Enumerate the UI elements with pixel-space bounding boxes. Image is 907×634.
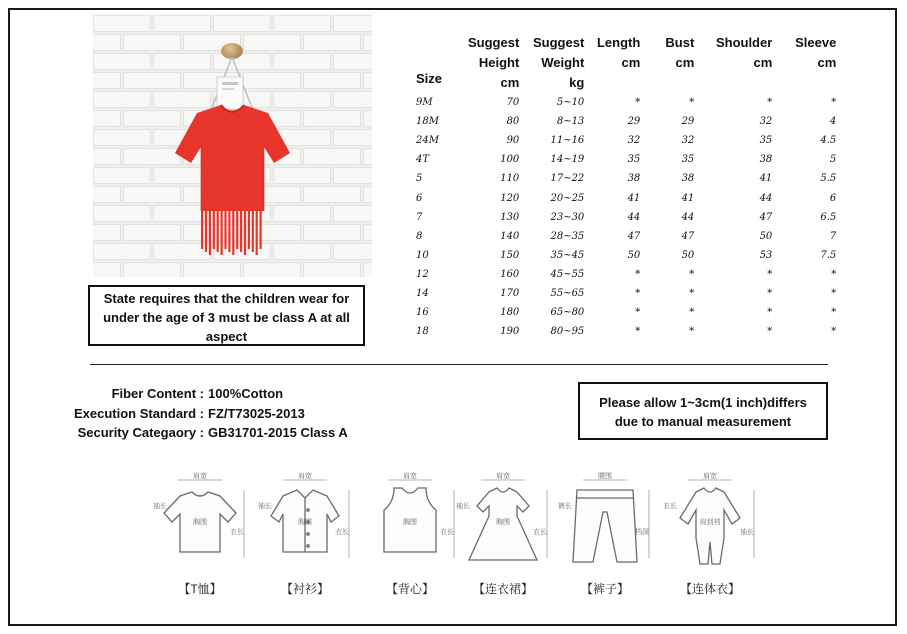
cell-bust: 32	[681, 135, 695, 147]
cell-sleeve: 5.5	[820, 173, 837, 185]
fringe-tassel	[213, 209, 215, 249]
cell-shoulder: 32	[759, 116, 773, 128]
measure-label-right: 衣长	[335, 528, 349, 536]
cell-sleeve: 4	[829, 116, 837, 128]
table-row	[410, 188, 836, 207]
measure-label-top: 肩宽	[298, 472, 312, 480]
cell-length: 38	[627, 173, 641, 185]
diagram-caption: 【衬衫】	[280, 582, 329, 596]
cell-sleeve: 5	[829, 154, 837, 166]
diagram-caption: 【裤子】	[580, 582, 629, 596]
age-requirement-notice	[88, 285, 365, 346]
cell-sleeve: *	[831, 307, 837, 319]
cell-bust: 35	[681, 154, 695, 166]
cell-shoulder: *	[767, 97, 773, 109]
table-row	[410, 169, 836, 188]
measure-label-right: 衣长	[440, 528, 454, 536]
cell-bust: 41	[681, 192, 695, 204]
cell-shoulder: 50	[759, 230, 773, 242]
cell-weight: 8~13	[556, 116, 585, 128]
fringe-tassel	[209, 209, 211, 255]
diagram-caption: 【T恤】	[178, 582, 222, 596]
cell-weight: 17~22	[550, 173, 585, 185]
cell-bust: *	[689, 287, 695, 299]
fringe-tassel	[260, 209, 262, 249]
shirt-diagram-icon	[255, 468, 355, 576]
fringe-tassel	[236, 209, 238, 249]
garment-diagram	[660, 468, 760, 598]
cell-weight: 11~16	[550, 135, 585, 147]
cell-height: 110	[500, 173, 520, 185]
cell-size: 18	[416, 326, 429, 338]
cell-bust: *	[689, 268, 695, 280]
cell-weight: 28~35	[550, 230, 585, 242]
fringe-tassel	[205, 209, 207, 252]
fringe-tassel	[232, 209, 234, 255]
cell-size: 8	[416, 230, 423, 242]
measure-label-left: 衣长	[663, 502, 677, 510]
table-row	[410, 112, 836, 131]
header-length: Length cm	[596, 35, 641, 70]
cell-shoulder: 44	[759, 192, 773, 204]
measurement-diagrams	[150, 468, 780, 598]
measure-label-mid: 肩到裆	[699, 518, 721, 526]
hanging-tshirt-image	[93, 15, 372, 277]
measure-label-left: 袖长	[456, 502, 470, 510]
cell-height: 150	[500, 249, 520, 261]
romper-diagram-icon	[660, 468, 760, 576]
cell-height: 160	[500, 268, 520, 280]
cell-size: 24M	[416, 135, 439, 147]
table-header-row	[410, 33, 836, 93]
cell-weight: 5~10	[556, 97, 585, 109]
spec-value: 100%Cotton	[208, 386, 284, 401]
header-weight: Suggest Weight kg	[533, 35, 585, 90]
cell-shoulder: *	[767, 307, 773, 319]
product-photo	[93, 15, 372, 277]
allowance-line: Please allow 1~3cm(1 inch)differs	[599, 395, 807, 410]
cell-size: 14	[416, 287, 429, 299]
cell-sleeve: 6	[829, 192, 837, 204]
garment-diagram	[555, 468, 655, 598]
cell-size: 9M	[416, 97, 433, 109]
measure-label-top: 肩宽	[703, 472, 717, 480]
table-row	[410, 150, 836, 169]
table-row	[410, 303, 836, 322]
cell-sleeve: 7.5	[820, 249, 837, 261]
cell-length: 47	[627, 230, 641, 242]
cell-size: 5	[416, 173, 423, 185]
fringe-tassel	[252, 209, 254, 252]
size-chart-body	[410, 93, 836, 341]
cell-height: 90	[506, 135, 520, 147]
header-shoulder: Shoulder cm	[715, 35, 773, 70]
fringe-tassel	[201, 209, 203, 249]
fringe-tassel	[217, 209, 219, 252]
measure-label-right: 衣长	[533, 528, 547, 536]
cell-bust: 44	[681, 211, 695, 223]
measure-label-mid: 胸围	[403, 518, 417, 526]
cell-sleeve: *	[831, 97, 837, 109]
fringe-tassel	[224, 209, 226, 249]
garment-diagram	[453, 468, 553, 598]
cell-shoulder: 47	[759, 211, 773, 223]
cell-weight: 65~80	[550, 307, 585, 319]
table-row	[410, 284, 836, 303]
fringe-tassel	[228, 209, 230, 252]
table-row	[410, 265, 836, 284]
measure-label-mid: 胸围	[298, 518, 312, 526]
cell-shoulder: 41	[759, 173, 773, 185]
fringe-tassel	[248, 209, 250, 249]
cell-bust: 29	[681, 116, 695, 128]
table-row	[410, 208, 836, 227]
notice-line: State requires that the children wear for	[103, 291, 350, 306]
cell-size: 7	[416, 211, 423, 223]
cell-weight: 55~65	[550, 287, 585, 299]
cell-weight: 14~19	[550, 154, 585, 166]
section-divider	[90, 364, 828, 365]
cell-size: 6	[416, 192, 423, 204]
size-chart-table	[410, 33, 836, 341]
header-bust: Bust cm	[665, 35, 695, 70]
cell-sleeve: 6.5	[820, 211, 837, 223]
fringe-tassels	[201, 209, 262, 255]
notice-line: aspect	[205, 329, 248, 344]
spec-key: Security Categaory :	[77, 425, 204, 440]
cell-height: 130	[500, 211, 520, 223]
cell-length: *	[635, 326, 641, 338]
cell-length: *	[635, 268, 641, 280]
cell-bust: *	[689, 97, 695, 109]
fringe-tassel	[240, 209, 242, 252]
measure-label-top: 肩宽	[496, 472, 510, 480]
fringe-tassel	[256, 209, 258, 255]
measure-label-right: 档深	[635, 528, 649, 536]
header-sleeve: Sleeve cm	[795, 35, 837, 70]
cell-size: 4T	[416, 154, 430, 166]
tshirt-diagram-icon	[150, 468, 250, 576]
cell-bust: 38	[681, 173, 695, 185]
diagram-caption: 【背心】	[385, 582, 434, 596]
cell-size: 18M	[416, 116, 439, 128]
measurement-allowance-notice	[578, 382, 828, 440]
cell-length: 32	[627, 135, 641, 147]
fringe-tassel	[221, 209, 223, 255]
cell-shoulder: 53	[759, 249, 773, 261]
cell-height: 140	[500, 230, 520, 242]
measure-label-left: 裤长	[558, 502, 572, 510]
spec-security-category	[40, 423, 348, 443]
measure-label-top: 肩宽	[193, 472, 207, 480]
cell-bust: 50	[681, 249, 695, 261]
cell-height: 120	[500, 192, 520, 204]
header-size: Size	[416, 71, 443, 86]
dress-diagram-icon	[453, 468, 553, 576]
cell-shoulder: 35	[759, 135, 773, 147]
notice-line: under the age of 3 must be class A at all	[103, 310, 350, 325]
cell-length: 44	[627, 211, 641, 223]
cell-height: 70	[506, 97, 520, 109]
cell-size: 10	[416, 249, 429, 261]
measure-label-right: 袖长	[740, 528, 754, 536]
vest-diagram-icon	[360, 468, 460, 576]
spec-key: Fiber Content :	[111, 386, 204, 401]
table-row	[410, 322, 836, 341]
measure-label-top: 肩宽	[403, 472, 417, 480]
spec-fiber-content	[40, 384, 348, 404]
cell-height: 180	[500, 307, 520, 319]
allowance-line: due to manual measurement	[614, 414, 792, 429]
garment-diagram	[255, 468, 355, 598]
header-height: Suggest Height cm	[468, 35, 520, 90]
cell-height: 80	[506, 116, 520, 128]
cell-bust: *	[689, 307, 695, 319]
cell-height: 190	[500, 326, 520, 338]
table-row	[410, 246, 836, 265]
cell-weight: 45~55	[550, 268, 585, 280]
cell-bust: *	[689, 326, 695, 338]
cell-weight: 23~30	[550, 211, 585, 223]
diagram-caption: 【连体衣】	[679, 582, 740, 596]
cell-sleeve: 7	[829, 230, 837, 242]
cell-length: *	[635, 287, 641, 299]
garment-diagram	[360, 468, 460, 598]
cell-length: 50	[627, 249, 641, 261]
cell-length: 35	[627, 154, 641, 166]
cell-weight: 35~45	[550, 249, 585, 261]
cell-sleeve: 4.5	[820, 135, 837, 147]
spec-execution-standard	[40, 404, 348, 424]
cell-weight: 80~95	[550, 326, 585, 338]
cell-sleeve: *	[831, 326, 837, 338]
cell-shoulder: *	[767, 268, 773, 280]
table-row	[410, 93, 836, 112]
cell-weight: 20~25	[550, 192, 585, 204]
measure-label-left: 袖长	[258, 502, 272, 510]
cell-sleeve: *	[831, 268, 837, 280]
measure-label-mid: 胸围	[496, 518, 510, 526]
table-row	[410, 227, 836, 246]
cell-sleeve: *	[831, 287, 837, 299]
cell-bust: 47	[681, 230, 695, 242]
spec-value: FZ/T73025-2013	[208, 405, 305, 421]
spec-key: Execution Standard :	[73, 405, 204, 421]
garment-diagram	[150, 468, 250, 598]
cell-shoulder: 38	[759, 154, 773, 166]
measure-label-mid: 胸围	[193, 518, 207, 526]
cell-length: 29	[627, 116, 641, 128]
table-row	[410, 131, 836, 150]
spec-value: GB31701-2015 Class A	[208, 425, 348, 440]
diagram-caption: 【连衣裙】	[472, 582, 533, 596]
cell-shoulder: *	[767, 287, 773, 299]
cell-length: 41	[627, 192, 641, 204]
cell-height: 170	[500, 287, 520, 299]
product-specs	[40, 384, 348, 443]
fringe-tassel	[244, 209, 246, 255]
cell-length: *	[635, 307, 641, 319]
measure-label-left: 袖长	[153, 502, 167, 510]
cell-length: *	[635, 97, 641, 109]
cell-size: 16	[416, 307, 429, 319]
measure-label-right: 衣长	[230, 528, 244, 536]
pants-diagram-icon	[555, 468, 655, 576]
cell-height: 100	[500, 154, 520, 166]
cell-shoulder: *	[767, 326, 773, 338]
measure-label-top: 腰围	[598, 472, 612, 480]
cell-size: 12	[416, 268, 429, 280]
